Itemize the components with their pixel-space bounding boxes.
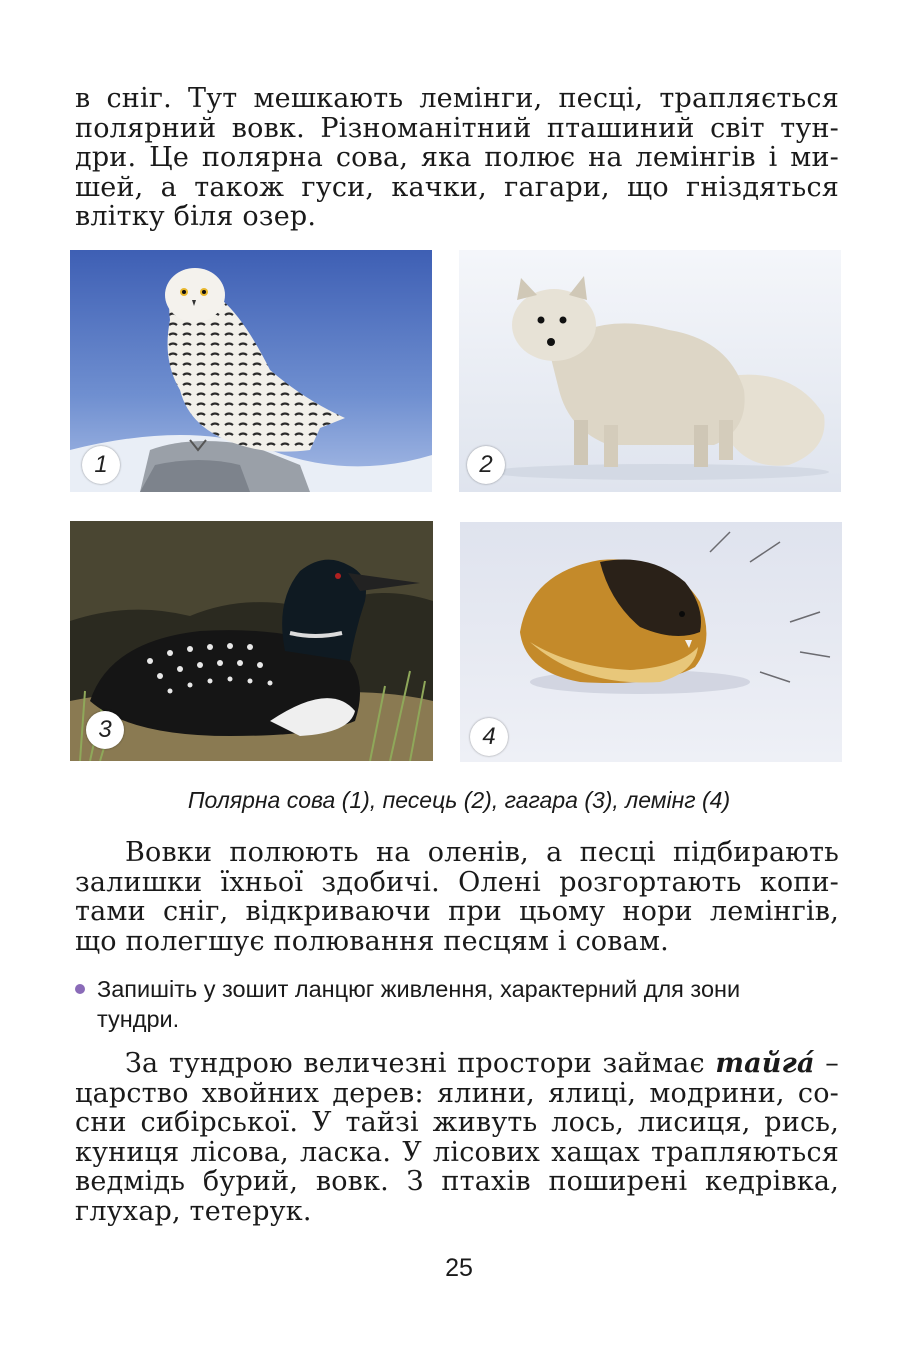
photo-loon [70, 521, 433, 761]
bullet-icon [75, 984, 85, 994]
text-line: тами сніг, відкриваючи при цьому нори лемінгів, [75, 896, 839, 928]
text-line: куниця лісова, ласка. У лісових хащах трапляються [75, 1136, 839, 1168]
text-line: полярний вовк. Різноманітний пташиний світ тун- [75, 112, 839, 144]
text-line: сни сибірської. У тайзі живуть лось, лисиця, рись, [75, 1107, 839, 1139]
figure-caption: Полярна сова (1), песець (2), гагара (3), лемінг (4) [187, 787, 731, 813]
middle-paragraph [75, 838, 839, 956]
text-line: царство хвойних дерев: ялини, ялиці, модрини, со- [75, 1077, 839, 1109]
text-line: залишки їхньої здобичі. Олені розгортають копи- [75, 866, 839, 898]
text-line: шей, а також гуси, качки, гагари, що гніздяться [75, 171, 839, 203]
text-line: влітку біля озер. [75, 201, 317, 233]
text-line: глухар, тетерук. [75, 1195, 312, 1227]
text-line [75, 1049, 839, 1079]
task-line: тундри. [97, 1006, 180, 1032]
top-paragraph [75, 84, 839, 232]
page-number: 25 [445, 1254, 473, 1282]
photo-polar-owl [70, 250, 432, 492]
bottom-paragraph [75, 1049, 839, 1227]
task-item [75, 974, 845, 1034]
term-highlight: тайга́ [715, 1048, 815, 1079]
text-run: За тундрою величезні простори займає [125, 1048, 716, 1079]
text-line: ведмідь бурий, вовк. З птахів поширені кедрівка, [75, 1166, 839, 1198]
photo-number-badge: 4 [470, 718, 508, 756]
photo-number-badge: 3 [86, 711, 124, 749]
text-line: Вовки полюють на оленів, а песці підбирають [125, 837, 839, 868]
text-line: в сніг. Тут мешкають лемінги, песці, трапляється [75, 83, 839, 114]
text-run: – [814, 1048, 840, 1079]
photo-number-badge: 2 [467, 446, 505, 484]
photo-number-badge: 1 [82, 446, 120, 484]
text-line: дри. Це полярна сова, яка полює на лемінгів і ми- [75, 142, 839, 174]
photo-lemming [460, 522, 842, 762]
text-line: що полегшує полювання песцям і совам. [75, 925, 669, 957]
photo-arctic-fox [459, 250, 841, 492]
task-line: Запишіть у зошит ланцюг живлення, характерний для зони [97, 976, 741, 1002]
